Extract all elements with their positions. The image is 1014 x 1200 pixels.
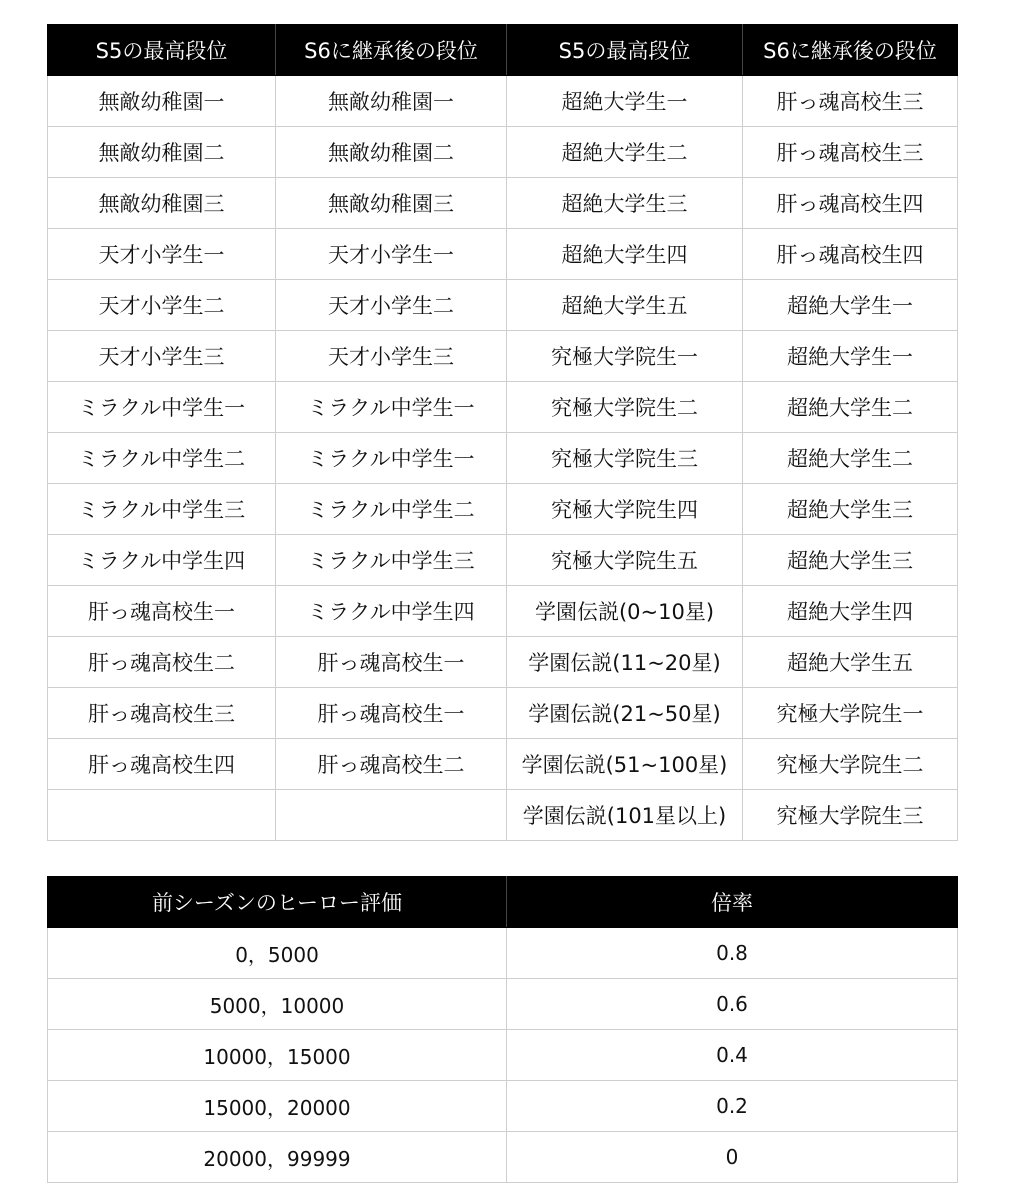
table-cell: 天才小学生一 xyxy=(48,229,276,280)
rating-range-cell: 15000，20000 xyxy=(48,1081,507,1132)
rating-range-cell: 20000，99999 xyxy=(48,1132,507,1183)
rating-range-cell: 5000，10000 xyxy=(48,979,507,1030)
table-cell: 超絶大学生一 xyxy=(743,280,958,331)
table-cell: 究極大学院生一 xyxy=(743,688,958,739)
table-cell: 超絶大学生二 xyxy=(743,433,958,484)
table-cell: 肝っ魂高校生一 xyxy=(48,586,276,637)
table-cell: 超絶大学生四 xyxy=(507,229,743,280)
table-cell: ミラクル中学生一 xyxy=(276,433,507,484)
table-cell: 超絶大学生一 xyxy=(743,331,958,382)
table-cell: 無敵幼稚園三 xyxy=(48,178,276,229)
rank-table-header-row xyxy=(48,25,958,76)
multiplier-cell: 0.4 xyxy=(507,1030,958,1081)
table-cell: 学園伝説(101星以上) xyxy=(507,790,743,841)
table-cell: 肝っ魂高校生四 xyxy=(743,229,958,280)
table-cell: 超絶大学生三 xyxy=(507,178,743,229)
table-cell: 学園伝説(0~10星) xyxy=(507,586,743,637)
table-cell: 肝っ魂高校生一 xyxy=(276,637,507,688)
table-row xyxy=(48,1030,958,1081)
header-multiplier: 倍率 xyxy=(507,877,958,928)
header-previous-season-hero-rating: 前シーズンのヒーロー評価 xyxy=(48,877,507,928)
hero-rating-multiplier-table xyxy=(47,876,958,1183)
table-cell: 超絶大学生一 xyxy=(507,76,743,127)
table-row xyxy=(48,76,958,127)
table-cell: 肝っ魂高校生二 xyxy=(276,739,507,790)
table-cell: 肝っ魂高校生三 xyxy=(743,127,958,178)
table-row xyxy=(48,433,958,484)
rank-inheritance-table xyxy=(47,24,958,841)
table-cell: ミラクル中学生四 xyxy=(48,535,276,586)
table-cell: 究極大学院生五 xyxy=(507,535,743,586)
table-cell xyxy=(48,790,276,841)
table-cell: 肝っ魂高校生四 xyxy=(743,178,958,229)
table-cell: 究極大学院生四 xyxy=(507,484,743,535)
table-cell: 学園伝説(11~20星) xyxy=(507,637,743,688)
multiplier-cell: 0 xyxy=(507,1132,958,1183)
table-cell: 無敵幼稚園一 xyxy=(48,76,276,127)
table-cell: 天才小学生二 xyxy=(48,280,276,331)
table-row xyxy=(48,331,958,382)
table-cell: 無敵幼稚園一 xyxy=(276,76,507,127)
multiplier-cell: 0.6 xyxy=(507,979,958,1030)
header-s5-max-rank: S5の最高段位 xyxy=(507,25,743,76)
table-row xyxy=(48,178,958,229)
table-cell: 天才小学生三 xyxy=(276,331,507,382)
header-s6-inherited-rank: S6に継承後の段位 xyxy=(276,25,507,76)
table-cell: 超絶大学生二 xyxy=(743,382,958,433)
table-row xyxy=(48,790,958,841)
table-cell: ミラクル中学生四 xyxy=(276,586,507,637)
table-cell: ミラクル中学生三 xyxy=(48,484,276,535)
table-cell: 究極大学院生二 xyxy=(507,382,743,433)
table-row xyxy=(48,484,958,535)
table-cell: 肝っ魂高校生一 xyxy=(276,688,507,739)
table-cell: 天才小学生三 xyxy=(48,331,276,382)
table-row xyxy=(48,535,958,586)
table-cell: 超絶大学生三 xyxy=(743,535,958,586)
multiplier-cell: 0.8 xyxy=(507,928,958,979)
table-cell: ミラクル中学生一 xyxy=(276,382,507,433)
table-cell: 肝っ魂高校生四 xyxy=(48,739,276,790)
table-row xyxy=(48,229,958,280)
table-cell: 超絶大学生四 xyxy=(743,586,958,637)
table-row xyxy=(48,127,958,178)
table-cell: 肝っ魂高校生二 xyxy=(48,637,276,688)
table-cell: 天才小学生一 xyxy=(276,229,507,280)
table-cell: 超絶大学生五 xyxy=(743,637,958,688)
table-cell: 学園伝説(21~50星) xyxy=(507,688,743,739)
header-s6-inherited-rank: S6に継承後の段位 xyxy=(743,25,958,76)
table-cell: ミラクル中学生二 xyxy=(48,433,276,484)
table-cell: 肝っ魂高校生三 xyxy=(48,688,276,739)
table-cell: 究極大学院生三 xyxy=(507,433,743,484)
table-cell: 肝っ魂高校生三 xyxy=(743,76,958,127)
table-cell: 無敵幼稚園二 xyxy=(276,127,507,178)
table-row xyxy=(48,586,958,637)
table-cell xyxy=(276,790,507,841)
table-row xyxy=(48,1132,958,1183)
header-s5-max-rank: S5の最高段位 xyxy=(48,25,276,76)
table-row xyxy=(48,688,958,739)
table-cell: ミラクル中学生一 xyxy=(48,382,276,433)
table-cell: 天才小学生二 xyxy=(276,280,507,331)
table-cell: 超絶大学生二 xyxy=(507,127,743,178)
table-cell: 究極大学院生一 xyxy=(507,331,743,382)
table-cell: ミラクル中学生三 xyxy=(276,535,507,586)
rate-table-header-row xyxy=(48,877,958,928)
table-cell: ミラクル中学生二 xyxy=(276,484,507,535)
table-row xyxy=(48,739,958,790)
rating-range-cell: 10000，15000 xyxy=(48,1030,507,1081)
table-cell: 超絶大学生五 xyxy=(507,280,743,331)
table-row xyxy=(48,979,958,1030)
table-cell: 超絶大学生三 xyxy=(743,484,958,535)
table-row xyxy=(48,1081,958,1132)
table-row xyxy=(48,637,958,688)
table-row xyxy=(48,280,958,331)
table-cell: 無敵幼稚園二 xyxy=(48,127,276,178)
table-cell: 究極大学院生二 xyxy=(743,739,958,790)
table-cell: 究極大学院生三 xyxy=(743,790,958,841)
table-cell: 無敵幼稚園三 xyxy=(276,178,507,229)
table-row xyxy=(48,382,958,433)
table-cell: 学園伝説(51~100星) xyxy=(507,739,743,790)
rating-range-cell: 0，5000 xyxy=(48,928,507,979)
table-row xyxy=(48,928,958,979)
multiplier-cell: 0.2 xyxy=(507,1081,958,1132)
